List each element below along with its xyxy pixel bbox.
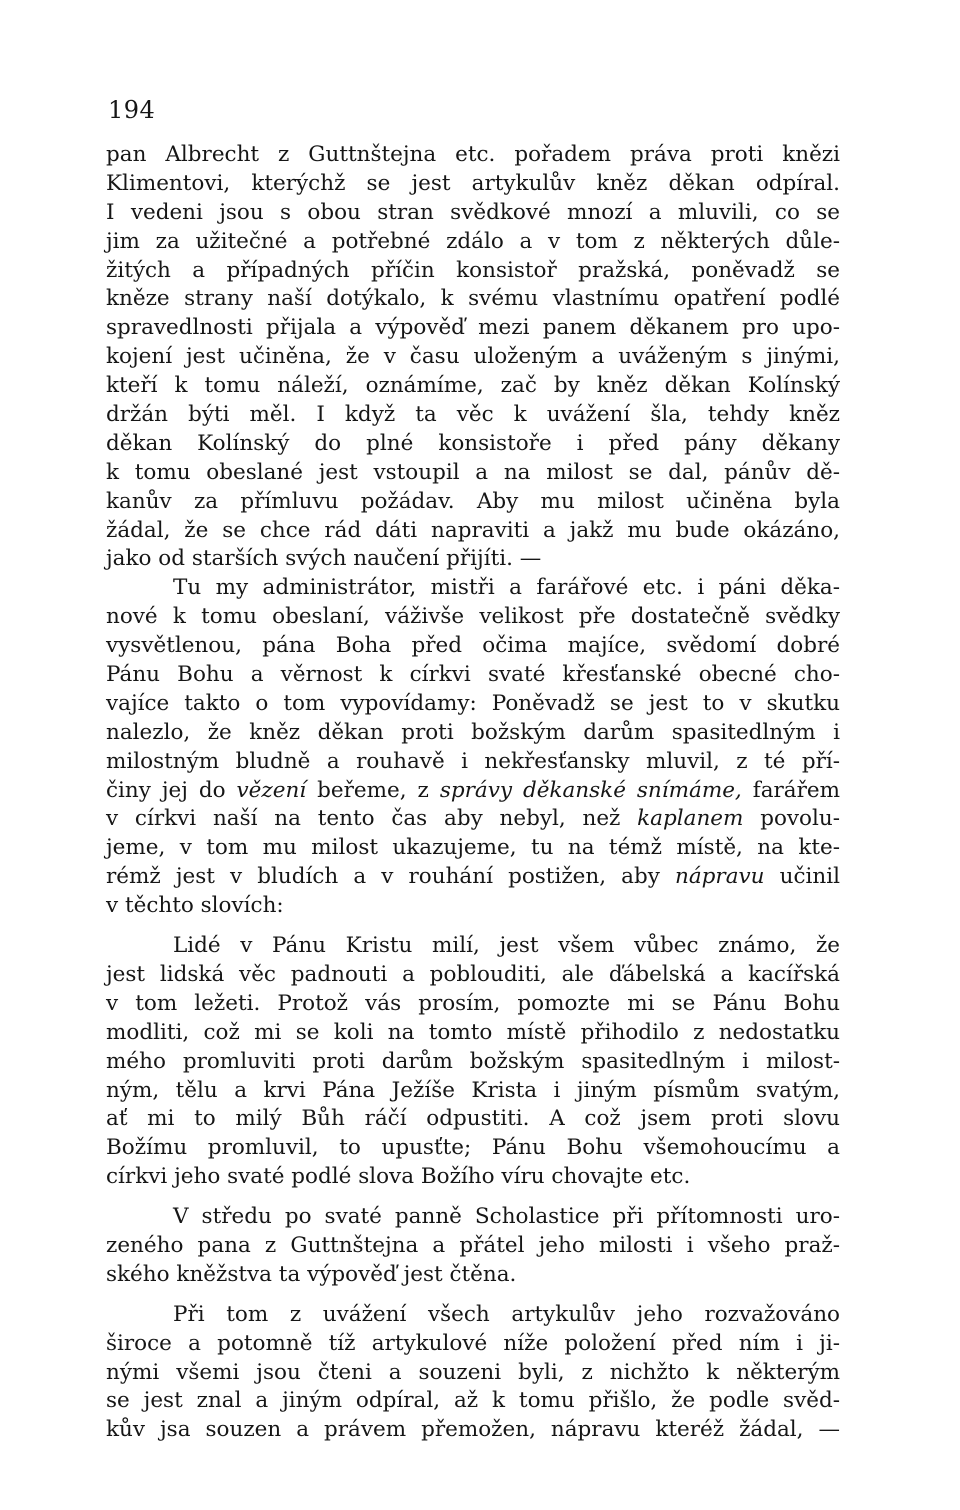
paragraph-3	[106, 932, 840, 1192]
text-line: I vedeni jsou s obou stran svědkové mnozí a mluvili, co se	[106, 199, 840, 225]
text-line: žádal, že se chce rád dáti napraviti a jakž mu bude okázáno,	[106, 517, 840, 543]
italic-phrase: vězení	[236, 777, 307, 803]
text-line: žitých a případných příčin konsistoř pražská, poněvadž se	[106, 257, 840, 283]
text-line-mixed	[106, 863, 840, 892]
text-line: kteří k tomu náleží, oznámíme, zač by kněz děkan Kolínský	[106, 373, 840, 399]
paragraph-2	[106, 574, 840, 921]
text-line: v tom ležeti. Protož vás prosím, pomozte mi se Pánu Bohu	[106, 990, 840, 1016]
text-line: mého promluviti proti darům božským spasitedlným i milost-	[106, 1048, 840, 1074]
italic-phrase: nápravu	[675, 864, 765, 890]
text-line: pan Albrecht z Guttnštejna etc. pořadem práva proti knězi	[106, 142, 840, 167]
paragraph-4	[106, 1203, 840, 1290]
page-number: 194	[108, 96, 156, 124]
paragraph-5	[106, 1301, 840, 1445]
text-line: jeme, v tom mu milost ukazujeme, tu na témž místě, na kte-	[106, 835, 840, 861]
text-line: v těchto slovích:	[106, 893, 284, 919]
text-line-mixed	[106, 777, 840, 806]
text-line: V středu po svaté panně Scholastice při přítomnosti uro-	[173, 1204, 840, 1230]
italic-phrase: správy děkanské snímáme,	[439, 777, 742, 803]
text-line: kanův za přímluvu požádav. Aby mu milost učiněna byla	[106, 488, 840, 514]
text-line: široce a potomně tíž artykulové níže položení před ním i ji-	[106, 1330, 840, 1356]
line-segment: beřeme, z	[306, 777, 440, 803]
text-line: držán býti měl. I když ta věc k uvážení šla, tehdy kněz	[106, 402, 840, 428]
page-text	[106, 141, 840, 1445]
line-segment: rémž jest v bludích a v rouhání postižen, aby	[106, 864, 675, 890]
text-line: děkan Kolínský do plné konsistoře i před pány děkany	[106, 430, 840, 456]
text-line-mixed	[106, 805, 840, 834]
text-line: se jest znal a jiným odpíral, až k tomu přišlo, že podle svěd-	[106, 1388, 840, 1414]
line-segment: farářem	[741, 777, 840, 803]
text-line: k tomu obeslané jest vstoupil a na milost se dal, pánův dě-	[106, 459, 840, 485]
text-line: ského kněžstva ta výpověď jest čtěna.	[106, 1261, 517, 1287]
text-line: Lidé v Pánu Kristu milí, jest všem vůbec známo, že	[173, 933, 840, 959]
text-line: jako od starších svých naučení přijíti. —	[106, 546, 542, 572]
text-line: modliti, což mi se koli na tomto místě přihodilo z nedostatku	[106, 1019, 840, 1045]
text-line: vysvětlenou, pána Boha před očima majíce, svědomí dobré	[106, 633, 840, 659]
text-line: kněze strany naší dotýkalo, k svému vlastnímu opatření podlé	[106, 286, 840, 312]
paragraph-1	[106, 141, 840, 574]
text-line: Při tom z uvážení všech artykulův jeho rozvažováno	[173, 1301, 840, 1327]
text-line: Božímu promluvil, to upusťte; Pánu Bohu všemohoucímu a	[106, 1135, 840, 1161]
text-line: církvi jeho svaté podlé slova Božího víru chovajte etc.	[106, 1164, 691, 1190]
italic-phrase: kaplanem	[637, 806, 744, 832]
text-line: nové k tomu obeslaní, váživše velikost pře dostatečně svědky	[106, 604, 840, 630]
text-line: ať mi to milý Bůh ráčí odpustiti. A což jsem proti slovu	[106, 1106, 840, 1132]
text-line: kojení jest učiněna, že v času uloženým a uváženým s jinými,	[106, 344, 840, 370]
text-line: nými všemi jsou čteni a souzeni byli, z nichžto k některým	[106, 1359, 840, 1385]
text-line: ným, tělu a krvi Pána Ježíše Krista i jiným písmům svatým,	[106, 1077, 840, 1103]
text-line: nalezlo, že kněz děkan proti božským darům spasitedlným i	[106, 719, 840, 745]
text-line: jest lidská věc padnouti a poblouditi, ale ďábelská a kacířská	[106, 961, 840, 987]
text-line: Pánu Bohu a věrnost k církvi svaté křesťanské obecné cho-	[106, 662, 840, 688]
text-line: milostným bludně a rouhavě i nekřesťansky mluvil, z té pří-	[106, 748, 840, 774]
text-line: jim za užitečné a potřebné zdálo a v tom z některých důle-	[106, 228, 840, 254]
text-line: Klimentovi, kterýchž se jest artykulův kněz děkan odpíral.	[106, 170, 840, 196]
line-segment: v církvi naší na tento čas aby nebyl, než	[106, 806, 638, 832]
line-segment: učinil	[764, 864, 840, 890]
text-line: spravedlnosti přijala a výpověď mezi panem děkanem pro upo-	[106, 315, 840, 341]
text-line: kův jsa souzen a právem přemožen, nápravu kteréž žádal, —	[106, 1417, 840, 1443]
text-line: vajíce takto o tom vypovídamy: Poněvadž se jest to v skutku	[106, 690, 840, 716]
line-segment: povolu-	[743, 806, 840, 832]
text-line: zeného pana z Guttnštejna a přátel jeho milosti i všeho praž-	[106, 1232, 840, 1258]
line-segment: činy jej do	[106, 777, 237, 803]
text-line: Tu my administrátor, mistři a farářové etc. i páni děka-	[173, 575, 840, 601]
